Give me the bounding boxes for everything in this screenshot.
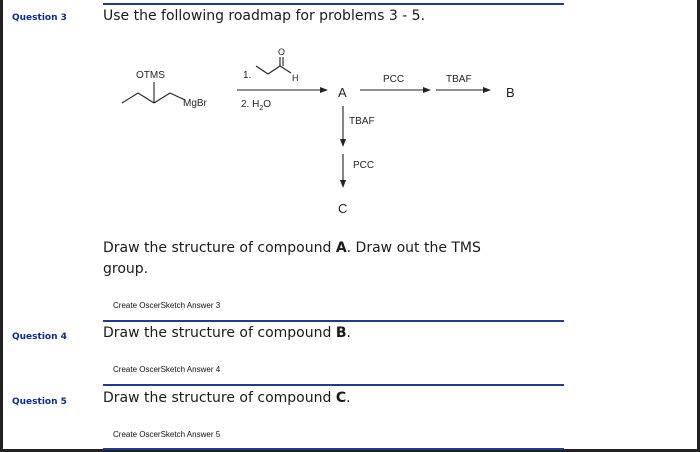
question-5-prompt: Draw the structure of compound C. [103, 390, 351, 406]
arrow-to-a [237, 87, 328, 93]
grignard-structure [122, 82, 185, 103]
arrow-a-to-c [340, 106, 346, 188]
question-4-rule [103, 320, 564, 322]
roadmap-intro: Use the following roadmap for problems 3 - 5. [103, 8, 426, 24]
question-3-label: Question 3 [12, 13, 67, 23]
question-4-label: Question 4 [12, 332, 67, 342]
create-sketch-answer-3-button[interactable]: Create OscerSketch Answer 3 [113, 301, 221, 310]
question-3-prompt: Draw the structure of compound A. Draw out the TMS group. [103, 240, 481, 277]
pcc-reagent-label: PCC [383, 74, 405, 85]
aldehyde-h-label: H [292, 73, 299, 83]
bottom-rule [103, 448, 564, 450]
compound-b-label: B [506, 85, 515, 100]
question-4-prompt: Draw the structure of compound B. [103, 325, 351, 341]
tbaf-reagent-label: TBAF [446, 74, 472, 85]
aldehyde-structure [256, 57, 291, 74]
otms-label: OTMS [136, 70, 165, 81]
compound-c-label: C [338, 201, 348, 216]
mgbr-label: MgBr [183, 98, 207, 109]
pcc-down-label: PCC [353, 160, 375, 171]
create-sketch-answer-5-button[interactable]: Create OscerSketch Answer 5 [113, 430, 221, 439]
compound-a-label: A [338, 85, 347, 100]
arrow-a-to-b [360, 87, 491, 93]
step-2-label: 2. $H_2O$ [241, 99, 272, 112]
create-sketch-answer-4-button[interactable]: Create OscerSketch Answer 4 [113, 365, 221, 374]
question-5-label: Question 5 [12, 397, 67, 407]
aldehyde-o-label: O [278, 47, 286, 57]
step-1-label: 1. [243, 70, 252, 81]
question-5-rule [103, 384, 564, 386]
tbaf-down-label: TBAF [349, 116, 375, 127]
